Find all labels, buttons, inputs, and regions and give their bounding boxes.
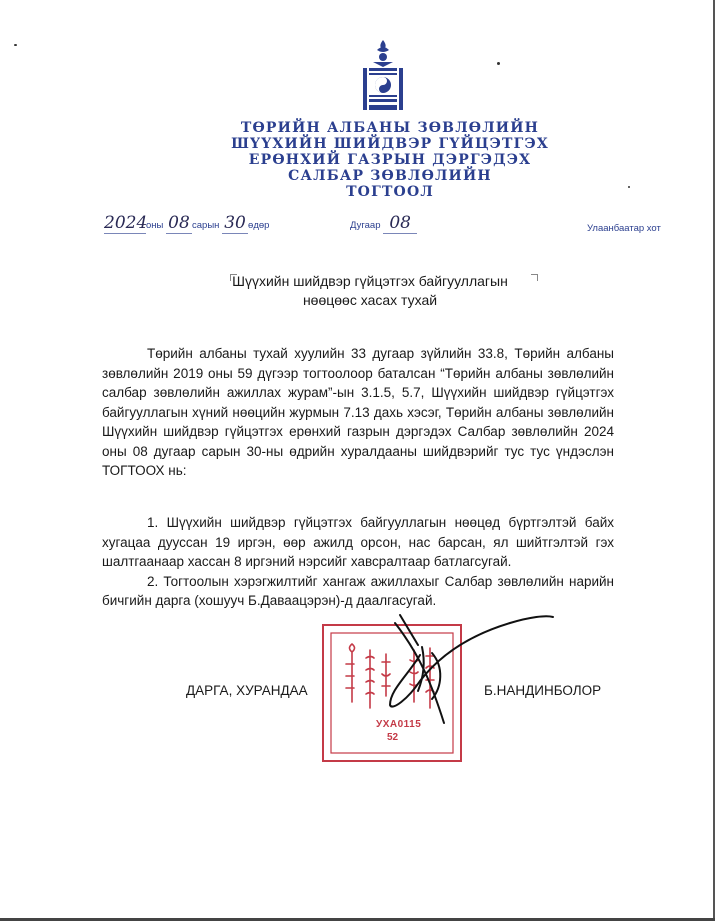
date-field: [104, 213, 269, 234]
month-handwritten: 08: [166, 213, 192, 234]
handwritten-signature: [360, 595, 555, 730]
number-label: Дугаар: [350, 220, 381, 231]
day-handwritten: 30: [222, 213, 248, 234]
stamp-number: 52: [387, 732, 399, 743]
number-field: [350, 213, 417, 234]
header-line: САЛБАР ЗӨВЛӨЛИЙН: [288, 168, 492, 184]
year-label: оны: [146, 220, 164, 231]
soyombo-emblem-icon: [358, 40, 408, 116]
preamble: [102, 344, 614, 481]
corner-mark: [531, 274, 538, 281]
subject-line-2: нөөцөөс хасах тухай: [302, 292, 438, 308]
signatory-name: Б.НАНДИНБОЛОР: [484, 683, 602, 698]
decision-item-1: 1. Шүүхийн шийдвэр гүйцэтгэх байгууллагын нөөцөд бүртгэлтэй байх хугацаа дууссан 19 иргэн, өөр ажилд орсон, нас барсан, ял шийтгэлтэй гэх шалтгаанаар хассан 8 иргэний нэрсийг хавсралтаар батлагсугай.: [102, 515, 614, 569]
scan-speck: [628, 186, 630, 188]
day-label: өдөр: [248, 220, 270, 231]
document-type: ТОГТООЛ: [346, 184, 434, 200]
preamble-paragraph: Төрийн албаны тухай хуулийн 33 дугаар зүйлийн 33.8, Төрийн албаны зөвлөлийн 2019 оны 59 дүгээр тогтоолоор баталсан “Төрийн албаны зөвлөлийн салбар зөвлөлийн ажиллах журам”-ын 3.1.5, 5.7, Шүүхийн шийдвэр гүйцэтгэх байгууллагын хүний нөөцийн журмын 7.13 дахь хэсэг, Төрийн албаны зөвлөлийн Шүүхийн шийдвэр гүйцэтгэх ерөнхий газрын дэргэдэх Салбар зөвлөлийн 2024 оны 08 дугаар сарын 30-ны өдрийн хуралдааны шийдвэрийг тус тус үндэслэн ТОГТООХ нь:: [102, 346, 614, 478]
issuing-authority-header: [200, 120, 580, 200]
header-line: ЕРӨНХИЙ ГАЗРЫН ДЭРГЭДЭХ: [248, 152, 532, 168]
stamp-code: УХА0115: [376, 719, 422, 730]
scan-speck: [14, 44, 17, 46]
signatory-title: ДАРГА, ХУРАНДАА: [186, 683, 308, 698]
year-handwritten: 2024: [104, 213, 148, 233]
date-number-line: [0, 212, 715, 238]
header-line: ШҮҮХИЙН ШИЙДВЭР ГҮЙЦЭТГЭХ: [231, 136, 549, 152]
month-label: сарын: [192, 220, 220, 231]
number-handwritten: 08: [383, 213, 417, 234]
subject-title: [200, 272, 540, 310]
decision-item-2: 2. Тогтоолын хэрэгжилтийг хангаж ажиллахыг Салбар зөвлөлийн нарийн бичгийн дарга (хошууч Б.Даваацэрэн)-д даалгасугай.: [102, 573, 614, 608]
header-line: ТӨРИЙН АЛБАНЫ ЗӨВЛӨЛИЙН: [240, 120, 540, 136]
city-label: Улаанбаатар хот: [587, 223, 661, 234]
scan-speck: [497, 62, 500, 65]
subject-line-1: Шүүхийн шийдвэр гүйцэтгэх байгууллагын: [232, 273, 508, 289]
corner-mark: [230, 274, 237, 281]
